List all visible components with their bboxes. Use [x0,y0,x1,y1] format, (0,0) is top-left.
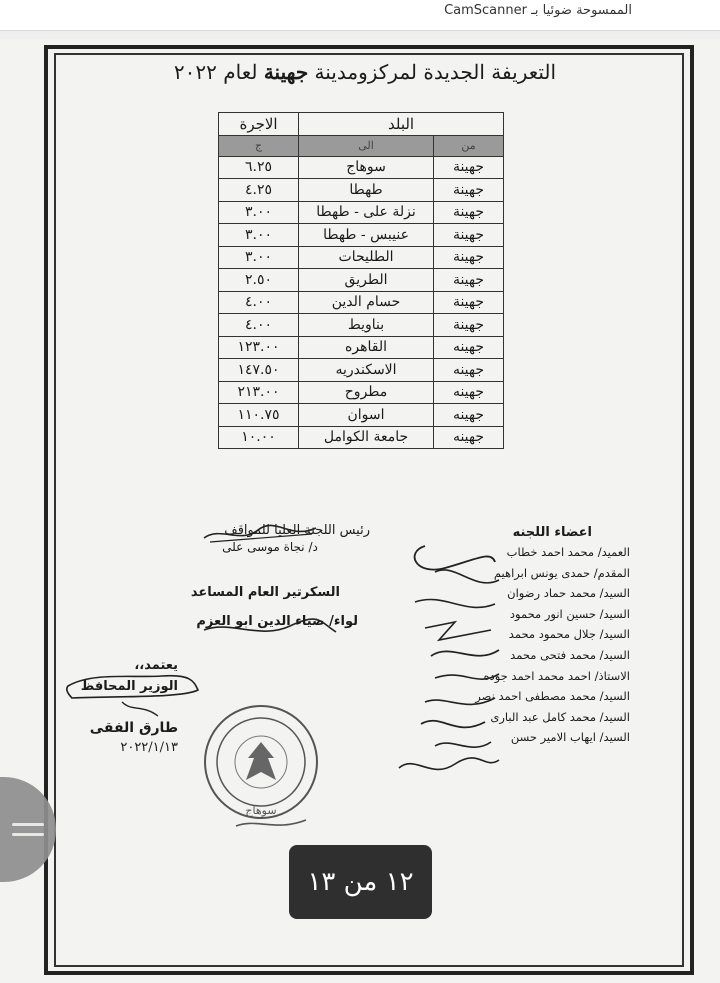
to-cell: اسوان [299,404,434,427]
fare-cell: ١١٠.٧٥ [219,404,299,427]
handle-grip-line [12,833,44,836]
governor-signature [62,672,202,722]
from-cell: جهينة [433,156,503,179]
secretary-signature [200,618,340,644]
fare-cell: ٢.٥٠ [219,269,299,292]
approval-role: الوزير المحافظ [80,679,178,694]
committee-member: السيد/ محمد حماد رضوان [507,586,630,601]
table-row [219,179,504,202]
approval-name: طارق الفقى [89,720,178,736]
scanner-header [0,0,720,31]
to-cell: بناويط [299,314,434,337]
seal-stamp [196,702,326,832]
from-cell: جهينه [433,359,503,382]
to-cell: القاهره [299,336,434,359]
table-row [219,404,504,427]
table-row [219,381,504,404]
fare-cell: ٣.٠٠ [219,201,299,224]
from-cell: جهينة [433,224,503,247]
table-row [219,359,504,382]
fare-cell: ٤.٠٠ [219,291,299,314]
fare-subheader: ج [219,135,299,156]
to-cell: الطريق [299,269,434,292]
from-cell: جهينة [433,246,503,269]
route-header: البلد [299,113,504,136]
to-cell: سوهاج [299,156,434,179]
committee-heading: اعضاء اللجنه [512,525,592,540]
to-cell: الطليحات [299,246,434,269]
committee-member: الاستاذ/ احمد محمد احمد جوده [483,668,630,683]
fare-cell: ٤.٢٥ [219,179,299,202]
from-cell: جهينه [433,404,503,427]
table-row [219,246,504,269]
president-signature [200,520,320,546]
secretary-name: لواء/ ضياء الدين ابو العزم [196,614,358,629]
to-cell: مطروح [299,381,434,404]
president-name: د/ نجاة موسى على [222,540,318,554]
committee-member: السيد/ محمد مصطفى احمد نصر [475,689,630,704]
header-divider [0,31,720,39]
from-cell: جهينه [433,381,503,404]
fare-cell: ٣.٠٠ [219,246,299,269]
president-role: رئيس اللجنة العليا للمواقف [224,523,370,538]
to-subheader: الى [299,135,434,156]
approval-label: يعتمد،، [134,658,178,673]
secretary-role: السكرتير العام المساعد [190,585,340,600]
fare-header: الاجرة [219,113,299,136]
fare-table [218,112,504,449]
scanner-caption: الممسوحة ضوئيا بـ CamScanner [444,3,632,18]
committee-member: السيد/ ايهاب الامير حسن [510,730,630,745]
table-row [219,426,504,449]
page-indicator: ١٢ من ١٣ [289,845,432,919]
committee-member: العميد/ محمد احمد خطاب [506,545,630,559]
table-row [219,336,504,359]
to-cell: عنيبس - طهطا [299,224,434,247]
to-cell: جامعة الكوامل [299,426,434,449]
table-row [219,156,504,179]
committee-member: السيد/ محمد فتحى محمد [510,647,630,662]
approval-date: ٢٠٢٢/١/١٣ [120,740,178,755]
fare-cell: ٣.٠٠ [219,224,299,247]
to-cell: الاسكندريه [299,359,434,382]
seal-text: سوهاج [245,804,277,817]
table-row [219,291,504,314]
title-city: جهينة [263,60,309,84]
table-row [219,269,504,292]
committee-member: المقدم/ حمدى يونس ابراهيم [493,565,630,580]
to-cell: طهطا [299,179,434,202]
committee-member: السيد/ حسين انور محمود [509,606,630,621]
from-cell: جهينة [433,291,503,314]
fare-cell: ٦.٢٥ [219,156,299,179]
from-cell: جهينه [433,426,503,449]
table-row [219,224,504,247]
handle-grip-line [12,823,44,826]
fare-cell: ١٤٧.٥٠ [219,359,299,382]
fare-cell: ٢١٣.٠٠ [219,381,299,404]
to-cell: نزلة على - طهطا [299,201,434,224]
from-cell: جهينة [433,179,503,202]
to-cell: حسام الدين [299,291,434,314]
fare-cell: ١٢٣.٠٠ [219,336,299,359]
table-row [219,201,504,224]
from-cell: جهينة [433,314,503,337]
from-cell: جهينه [433,336,503,359]
from-cell: جهينة [433,201,503,224]
title-suffix: لعام ٢٠٢٢ [173,60,258,84]
committee-member: السيد/ جلال محمود محمد [508,627,630,642]
from-cell: جهينة [433,269,503,292]
committee-signatures [395,532,505,782]
committee-member: السيد/ محمد كامل عبد البارى [490,709,630,724]
document-title [130,52,600,92]
title-prefix: التعريفة الجديدة لمركزومدينة [314,60,557,84]
fare-cell: ٤.٠٠ [219,314,299,337]
from-subheader: من [433,135,503,156]
fare-cell: ١٠.٠٠ [219,426,299,449]
table-row [219,314,504,337]
